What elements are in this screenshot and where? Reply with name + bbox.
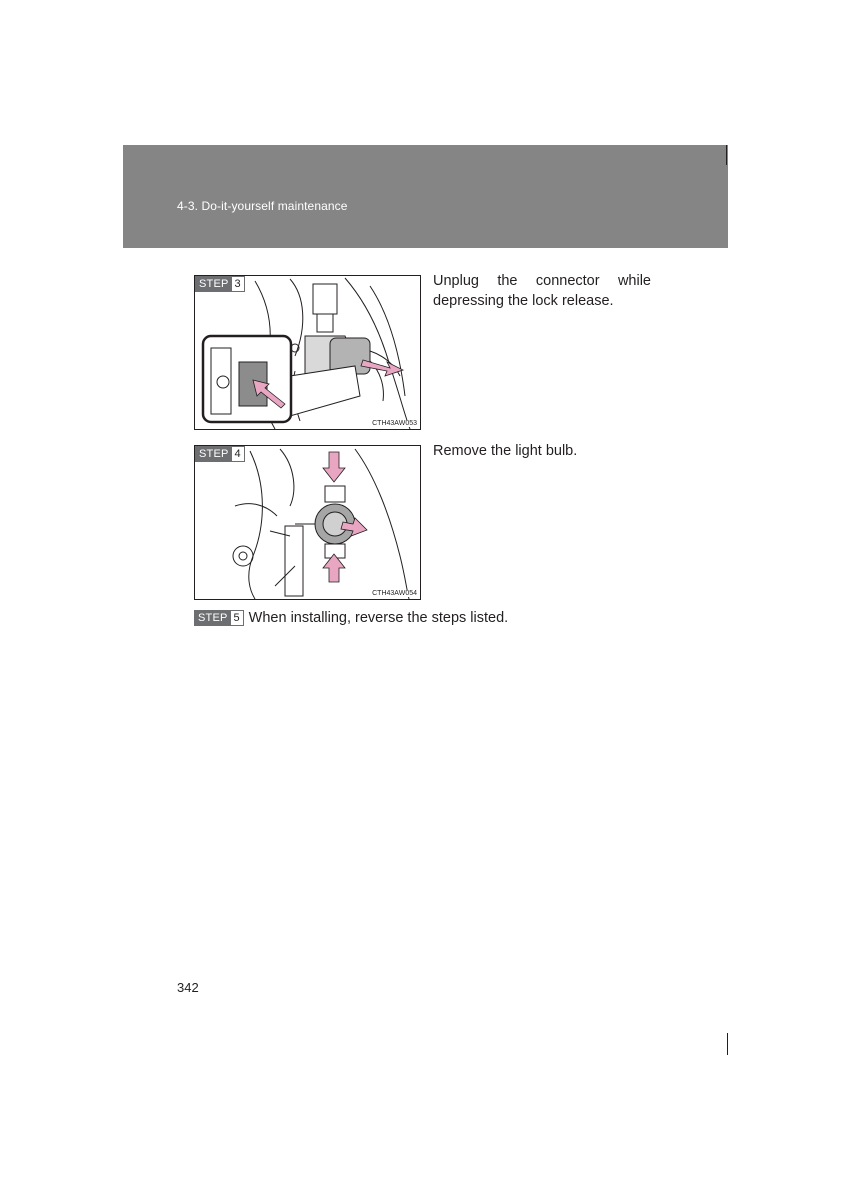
crop-mark-top: [726, 145, 727, 165]
word: connector: [535, 273, 600, 289]
section-title: 4-3. Do-it-yourself maintenance: [177, 199, 348, 213]
word: Unplug: [433, 273, 479, 289]
word: the: [497, 273, 518, 289]
bulb-removal-drawing: [195, 446, 420, 599]
step-word: STEP: [195, 611, 231, 625]
step3-illustration: [194, 275, 421, 430]
step4-instruction: Remove the light bulb.: [433, 443, 578, 459]
step4-illustration: [194, 445, 421, 600]
word: while: [617, 273, 651, 289]
section-header-band: [123, 145, 728, 248]
step-word: STEP: [196, 447, 232, 461]
figure-code: CTH43AW053: [372, 420, 417, 427]
step3-badge: [195, 276, 245, 292]
step3-instruction: [433, 271, 651, 311]
down-arrow: [323, 452, 345, 482]
step-number: 4: [232, 447, 244, 461]
page-number: 342: [177, 980, 199, 995]
step-number: 3: [232, 277, 244, 291]
step5-row: [194, 608, 508, 628]
connector-unplug-drawing: [195, 276, 420, 429]
figure-code: CTH43AW054: [372, 590, 417, 597]
step-number: 5: [231, 611, 243, 625]
step-word: STEP: [196, 277, 232, 291]
line2: depressing the lock release.: [433, 293, 614, 309]
crop-mark-bottom: [727, 1033, 728, 1055]
step4-badge: [195, 446, 245, 462]
step5-badge: [194, 610, 244, 626]
step5-instruction: When installing, reverse the steps listed.: [248, 610, 509, 626]
